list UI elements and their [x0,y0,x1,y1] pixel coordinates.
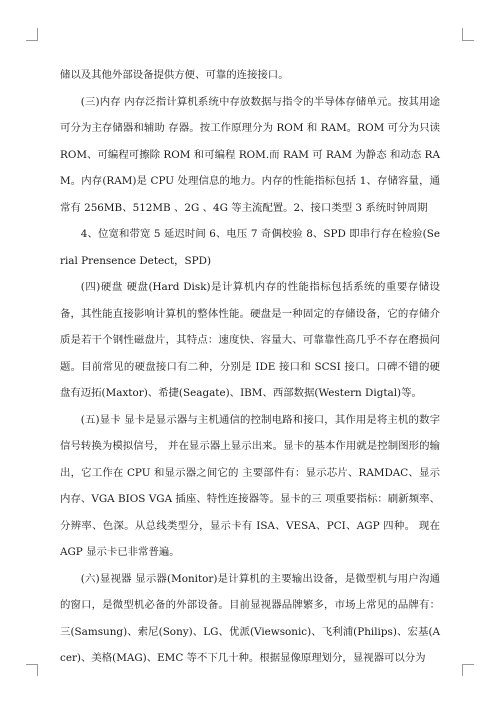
paragraph-memory: (三)内存 内存泛指计算机系统中存放数据与指令的半导体存储单元。按其用途可分为主存储器和辅助 存器。按工作原理分为 ROM 和 RAM。ROM 可分为只读 ROM、可编程可擦除 ROM 和可编程 ROM.而 RAM 可 RAM 为静态 和动态 RAM。内存(RAM)是 CPU 处理信息的地力。内存的性能指标包括 1、存储容量，通常有 256MB、512MB 、2G 、4G 等主流配置。2、接口类型 3 系统时钟周期 [60,95,440,214]
paragraph-graphics-card: (五)显卡 显卡是显示器与主机通信的控制电路和接口，其作用是将主机的数字信号转换为模拟信号， 并在显示器上显示出来。显卡的基本作用就是控制图形的输出，它工作在 CPU 和显示器之间它的 主要部件有：显示芯片、RAMDAC、显示内存、VGA BIOS VGA 插座、特性连接器等。显卡的三 项重要指标：刷新频率、分辨率、色深。从总线类型分，显示卡有 ISA、VESA、PCI、AGP 四种。 现在 AGP 显示卡已非常普遍。 [60,413,440,558]
crop-mark-top-left-horizontal [26,40,38,41]
crop-mark-bottom-left-vertical [37,664,38,676]
paragraph-storage-continuation: 储以及其他外部设备提供方便、可靠的连接接口。 [60,69,289,81]
crop-mark-top-right-horizontal [462,40,474,41]
crop-mark-bottom-right-horizontal [462,664,474,665]
document-body [60,62,440,672]
crop-mark-top-right-vertical [462,28,463,40]
crop-mark-top-left-vertical [37,28,38,40]
paragraph-monitor: (六)显视器 显示器(Monitor)是计算机的主要输出设备，是微型机与用户沟通的窗口，是微型机必备的外部设备。目前显视器品牌繁多，市场上常见的品牌有：三(Samsung)、索尼(Sony)、LG、优派(Viewsonic)、飞利浦(Philips)、宏基(Acer)、美格(MAG)、EMC 等不下几十种。根据显像原理划分，显视器可以分为 [60,572,440,664]
crop-mark-bottom-right-vertical [462,664,463,676]
paragraph-hard-disk: (四)硬盘 硬盘(Hard Disk)是计算机内存的性能指标包括系统的重要存储设备，其性能直接影响计算机的整体性能。硬盘是一种固定的存储设备，它的存储介质是若干个钢性磁盘片，其特点：速度快、容量大、可靠靠性高几乎不存在磨损问题。目前常见的硬盘接口有二种，分别是 IDE 接口和 SCSI 接口。口碑不错的硬盘有迈拓(Maxtor)、希捷(Seagate)、IBM、西部数据(Western Digtal)等。 [60,281,440,399]
paragraph-memory-metrics: 4、位宽和带宽 5 延迟时间 6、电压 7 奇偶校验 8、SPD 即串行存在检验(Serial Prensence Detect，SPD) [60,228,440,267]
